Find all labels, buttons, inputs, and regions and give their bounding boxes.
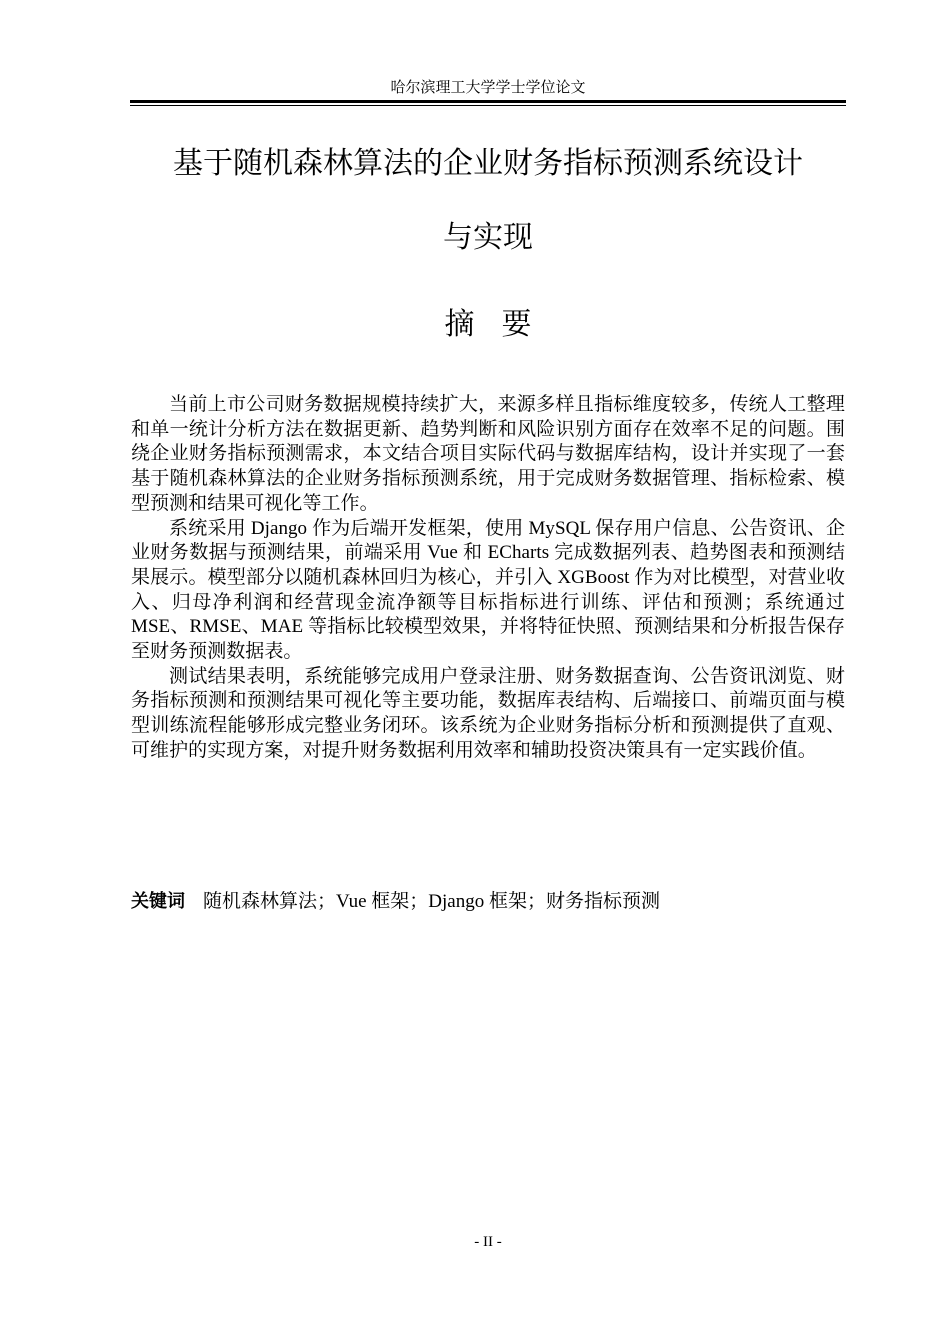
page-number: - II - [474,1234,502,1250]
abstract-body [131,393,845,764]
running-header: 哈尔滨理工大学学士学位论文 [390,80,586,96]
header-rule-thin [130,105,846,106]
keywords-label: 关键词 [131,891,185,912]
abstract-heading: 摘要 [444,307,559,342]
header-rule-thick [130,100,846,103]
abstract-paragraph-1: 当前上市公司财务数据规模持续扩大，来源多样且指标维度较多，传统人工整理和单一统计分析方法在数据更新、趋势判断和风险识别方面存在效率不足的问题。围绕企业财务指标预测需求，本文结合项目实际代码与数据库结构，设计并实现了一套基于随机森林算法的企业财务指标预测系统，用于完成财务数据管理、指标检索、模型预测和结果可视化等工作。 [131,394,845,514]
keywords-line [131,889,845,915]
abstract-paragraph-3: 测试结果表明，系统能够完成用户登录注册、财务数据查询、公告资讯浏览、财务指标预测和预测结果可视化等主要功能，数据库表结构、后端接口、前端页面与模型训练流程能够形成完整业务闭环。该系统为企业财务指标分析和预测提供了直观、可维护的实现方案，对提升财务数据利用效率和辅助投资决策具有一定实践价值。 [131,665,845,761]
abstract-paragraph-2: 系统采用 Django 作为后端开发框架，使用 MySQL 保存用户信息、公告资讯、企业财务数据与预测结果，前端采用 Vue 和 ECharts 完成数据列表、趋势图表和预测结果展示。模型部分以随机森林回归为核心，并引入 XGBoost 作为对比模型，对营业收入、归母净利润和经营现金流净额等目标指标进行训练、评估和预测；系统通过 MSE、RMSE、MAE 等指标比较模型效果，并将特征快照、预测结果和分析报告保存至财务预测数据表。 [131,517,845,663]
thesis-title-line-1: 基于随机森林算法的企业财务指标预测系统设计 [173,146,803,181]
keywords-text: 随机森林算法；Vue 框架；Django 框架；财务指标预测 [203,891,660,912]
thesis-title-line-2: 与实现 [443,220,533,255]
